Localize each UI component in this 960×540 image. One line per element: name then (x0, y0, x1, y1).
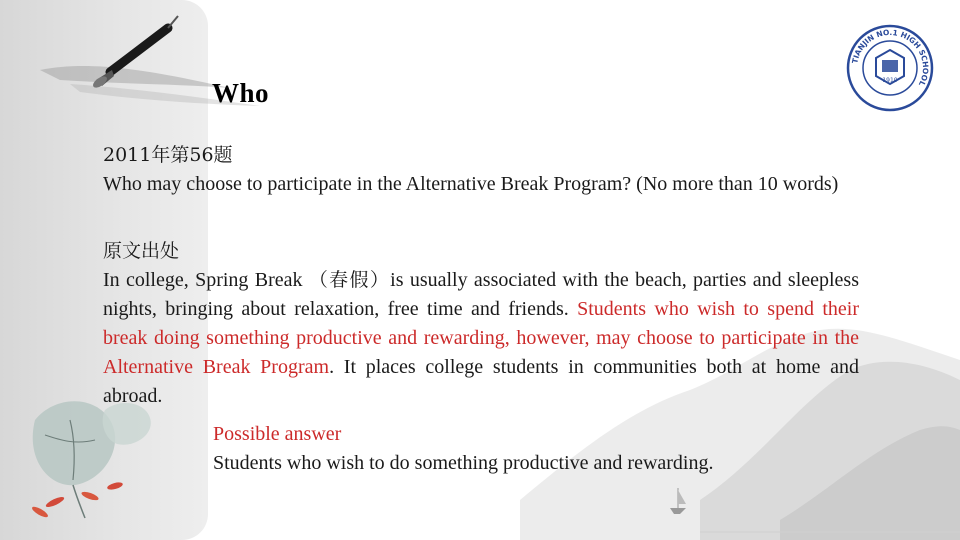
question-block (103, 141, 859, 199)
calligraphy-brush-icon (0, 0, 300, 130)
paragraph-rest: It places college students in communities both at home and abroad. (103, 356, 860, 407)
answer-text: Students who wish to do something productive and rewarding. (213, 452, 714, 474)
intro-part-a: In college, Spring Break (103, 269, 309, 291)
original-text-block (103, 237, 859, 411)
slide-title: Who (212, 78, 270, 108)
answer-label: Possible answer (213, 423, 342, 445)
original-paragraph (103, 266, 859, 411)
question-text: Who may choose to participate in the Alternative Break Program? (No more than 10 words) (103, 173, 839, 195)
sentence-period: . (329, 356, 335, 378)
school-seal-icon (842, 20, 938, 116)
highlighted-answer-sentence: Students who wish to spend their break doing something productive and rewarding, however, may choose to participate in the Alternative Break Program (103, 298, 859, 378)
question-source: 2011年第56题 (103, 144, 233, 166)
intro-chinese: （春假） (308, 269, 391, 291)
intro-part-b: is usually associated with the beach, parties and sleepless nights, bringing about relaxation, free time and friends. (103, 269, 859, 320)
logo-year: 1910 (882, 77, 898, 84)
answer-block (213, 420, 714, 478)
logo-ring-text: TIANJIN NO.1 HIGH SCHOOL (850, 27, 931, 88)
original-heading: 原文出处 (103, 240, 180, 262)
